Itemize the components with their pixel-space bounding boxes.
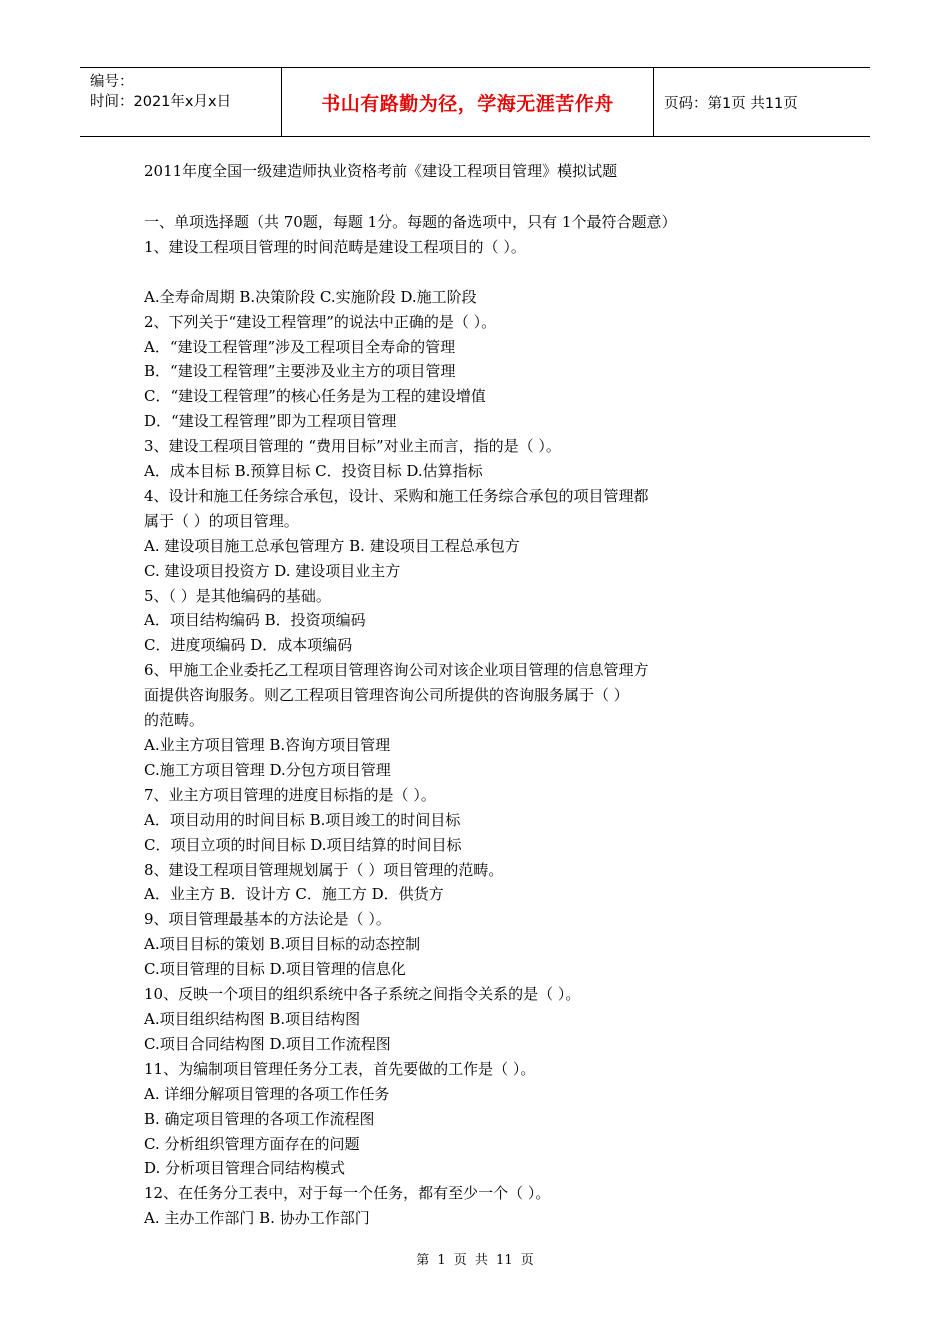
document-title: 2011年度全国一级建造师执业资格考前《建设工程项目管理》模拟试题 [144,162,618,180]
text-line: D．“建设工程管理”即为工程项目管理 [144,412,397,431]
page-footer: 第 1 页 共 11 页 [416,1253,534,1268]
text-line: A.项目目标的策划 B.项目目标的动态控制 [144,935,421,954]
text-line: 2、下列关于“建设工程管理”的说法中正确的是（ ）。 [144,312,497,331]
document-body [144,160,784,1231]
text-line: 7、业主方项目管理的进度目标指的是（ ）。 [144,785,436,804]
text-line: 5、（ ）是其他编码的基础。 [144,586,331,605]
text-line: C.项目合同结构图 D.项目工作流程图 [144,1034,391,1053]
time-label: 时间：2021年x月x日 [90,94,232,110]
number-label: 编号： [90,74,134,90]
text-line: A．项目结构编码 B．投资项编码 [144,611,366,630]
text-line: C．“建设工程管理”的核心任务是为工程的建设增值 [144,387,486,406]
text-line: 11、为编制项目管理任务分工表，首先要做的工作是（ ）。 [144,1059,536,1078]
text-line: A．“建设工程管理”涉及工程项目全寿命的管理 [144,337,456,356]
motto-text: 书山有路勤为径，学海无涯苦作舟 [321,92,614,115]
text-line: 12、在任务分工表中，对于每一个任务，都有至少一个（ ）。 [144,1184,551,1203]
text-line: C. 分析组织管理方面存在的问题 [144,1134,360,1153]
text-line: A．成本目标 B.预算目标 C．投资目标 D.估算指标 [144,462,483,481]
text-line: C. 建设项目投资方 D. 建设项目业主方 [144,561,401,580]
text-line: C.项目管理的目标 D.项目管理的信息化 [144,960,406,979]
text-line: B. 确定项目管理的各项工作流程图 [144,1109,375,1128]
blank-line [144,260,784,285]
header-table [80,67,870,137]
text-line: C．项目立项的时间目标 D.项目结算的时间目标 [144,835,462,854]
text-line: A.业主方项目管理 B.咨询方项目管理 [144,736,391,755]
text-line: D. 分析项目管理合同结构模式 [144,1159,346,1178]
text-line: 一、单项选择题（共 70题，每题 1分。每题的备选项中，只有 1个最符合题意） [144,213,677,231]
text-line: A.项目组织结构图 B.项目结构图 [144,1009,361,1028]
text-line: 属于（ ）的项目管理。 [144,511,299,530]
motto-cell [282,68,654,136]
page-info-text: 页码：第1页 共11页 [664,95,798,112]
text-line: A.全寿命周期 B.决策阶段 C.实施阶段 D.施工阶段 [144,287,477,306]
text-line: C．进度项编码 D．成本项编码 [144,636,353,655]
text-line: A．项目动用的时间目标 B.项目竣工的时间目标 [144,810,461,829]
text-line: 9、项目管理最基本的方法论是（ ）。 [144,910,391,929]
text-line: 6、甲施工企业委托乙工程项目管理咨询公司对该企业项目管理的信息管理方 [144,661,649,680]
text-line: 的范畴。 [144,711,205,730]
text-line: 面提供咨询服务。则乙工程项目管理咨询公司所提供的咨询服务属于（ ） [144,686,629,705]
text-line: A. 主办工作部门 B. 协办工作部门 [144,1209,370,1228]
question-list [144,210,784,1231]
text-line: 4、设计和施工任务综合承包，设计、采购和施工任务综合承包的项目管理都 [144,486,649,505]
text-line: A．业主方 B．设计方 C．施工方 D．供货方 [144,885,444,904]
text-line: A. 建设项目施工总承包管理方 B. 建设项目工程总承包方 [144,536,520,555]
text-line: C.施工方项目管理 D.分包方项目管理 [144,760,391,779]
text-line: 1、建设工程项目管理的时间范畴是建设工程项目的（ ）。 [144,237,526,256]
text-line: 8、建设工程项目管理规划属于（ ）项目管理的范畴。 [144,860,504,879]
text-line: 3、建设工程项目管理的 “费用目标”对业主而言，指的是（ ）。 [144,437,561,456]
text-line: A. 详细分解项目管理的各项工作任务 [144,1084,390,1103]
page-info-cell [654,68,870,136]
text-line: 10、反映一个项目的组织系统中各子系统之间指令关系的是（ ）。 [144,985,581,1004]
text-line: B．“建设工程管理”主要涉及业主方的项目管理 [144,362,456,381]
header-left-cell [80,68,282,136]
